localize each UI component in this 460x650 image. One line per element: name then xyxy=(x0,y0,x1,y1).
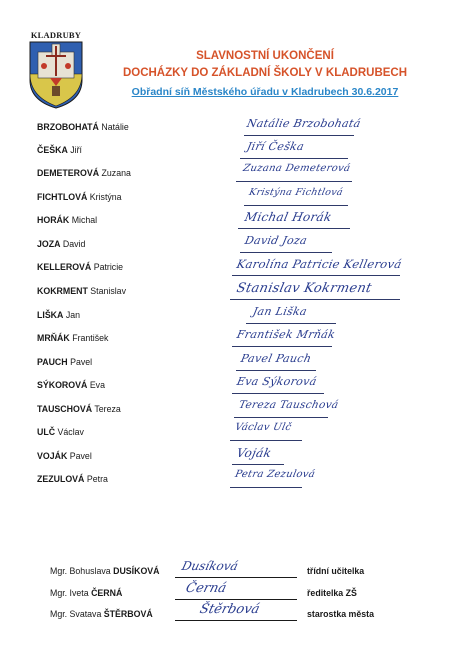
official-signature: Dusíková xyxy=(180,559,240,573)
student-name: TAUSCHOVÁ Tereza xyxy=(37,404,121,414)
student-name: ZEZULOVÁ Petra xyxy=(37,474,108,484)
official-name: Mgr. Svatava ŠTĚRBOVÁ xyxy=(50,609,153,619)
student-name: PAUCH Pavel xyxy=(37,357,93,367)
student-signature: Stanislav Kokrment xyxy=(235,281,374,296)
title-line-2: DOCHÁZKY DO ZÁKLADNÍ ŠKOLY V KLADRUBECH xyxy=(122,67,408,79)
signature-underline xyxy=(234,417,328,418)
student-name: KOKRMENT Stanislav xyxy=(37,286,126,296)
student-name: FICHTLOVÁ Kristýna xyxy=(37,192,122,202)
student-row xyxy=(0,375,460,395)
student-row xyxy=(0,140,460,160)
student-signature: Tereza Tauschová xyxy=(237,399,340,411)
student-signature: Michal Horák xyxy=(243,210,334,224)
signature-underline xyxy=(244,205,348,206)
signature-underline xyxy=(230,440,302,441)
signature-underline xyxy=(232,393,324,394)
official-role: třídní učitelka xyxy=(307,566,365,576)
student-name: ULČ Václav xyxy=(37,427,84,437)
student-row xyxy=(0,234,460,254)
town-crest-icon xyxy=(26,34,86,110)
student-name: ČEŠKA Jiří xyxy=(37,145,82,155)
student-name: MRŇÁK František xyxy=(37,333,109,343)
student-signature: Václav Ulč xyxy=(234,422,293,433)
student-row xyxy=(0,187,460,207)
student-signature: Pavel Pauch xyxy=(239,352,313,365)
signature-underline xyxy=(244,135,354,136)
crest-town-label: KLADRUBY xyxy=(30,30,82,40)
student-row xyxy=(0,257,460,277)
signature-line xyxy=(175,599,297,600)
student-row xyxy=(0,399,460,419)
signature-underline xyxy=(230,487,302,488)
signature-underline xyxy=(236,181,352,182)
student-signature: Jan Liška xyxy=(251,305,309,318)
official-name: Mgr. Bohuslava DUSÍKOVÁ xyxy=(50,566,160,576)
signature-underline xyxy=(232,464,284,465)
student-name: BRZOBOHATÁ Natálie xyxy=(37,122,129,132)
student-row xyxy=(0,469,460,489)
official-signature: Štěrbová xyxy=(198,602,262,617)
student-signature: Jiří Češka xyxy=(245,140,306,153)
signature-underline xyxy=(230,299,400,300)
student-name: DEMETEROVÁ Zuzana xyxy=(37,168,131,178)
signature-underline xyxy=(236,370,316,371)
title-line-1: SLAVNOSTNÍ UKONČENÍ xyxy=(196,50,334,62)
student-signature: František Mrňák xyxy=(235,328,337,341)
official-signature: Černá xyxy=(184,581,228,596)
student-signature: Voják xyxy=(235,446,273,460)
student-signature: Karolína Patricie Kellerová xyxy=(235,257,404,271)
signature-line xyxy=(175,620,297,621)
student-row xyxy=(0,446,460,466)
student-name: JOZA David xyxy=(37,239,86,249)
student-name: VOJÁK Pavel xyxy=(37,451,92,461)
official-role: ředitelka ZŠ xyxy=(307,588,357,598)
student-row xyxy=(0,328,460,348)
official-role: starostka města xyxy=(307,609,374,619)
student-signature: Eva Sýkorová xyxy=(235,375,318,388)
signature-line xyxy=(175,577,297,578)
signature-underline xyxy=(232,275,400,276)
student-name: SÝKOROVÁ Eva xyxy=(37,380,105,390)
student-row xyxy=(0,163,460,183)
official-name: Mgr. Iveta ČERNÁ xyxy=(50,588,123,598)
student-signature: David Joza xyxy=(243,234,309,247)
official-row xyxy=(0,561,460,583)
student-signature: Petra Zezulová xyxy=(234,469,317,480)
student-signature: Natálie Brzobohatá xyxy=(245,117,362,130)
signature-underline xyxy=(238,228,350,229)
student-row xyxy=(0,305,460,325)
student-row xyxy=(0,352,460,372)
student-signature: Kristýna Fichtlová xyxy=(248,187,344,198)
student-row xyxy=(0,210,460,230)
student-name: KELLEROVÁ Patricie xyxy=(37,262,124,272)
subtitle: Obřadní síň Městského úřadu v Kladrubech 30.6.2017 xyxy=(131,86,399,98)
student-row xyxy=(0,422,460,442)
student-row xyxy=(0,117,460,137)
official-row xyxy=(0,604,460,626)
student-signature: Zuzana Demeterová xyxy=(242,163,352,174)
student-name: HORÁK Michal xyxy=(37,215,98,225)
signature-underline xyxy=(232,346,332,347)
signature-underline xyxy=(240,158,348,159)
signature-underline xyxy=(246,323,336,324)
student-row xyxy=(0,281,460,301)
student-name: LIŠKA Jan xyxy=(37,310,81,320)
signature-underline xyxy=(240,252,332,253)
